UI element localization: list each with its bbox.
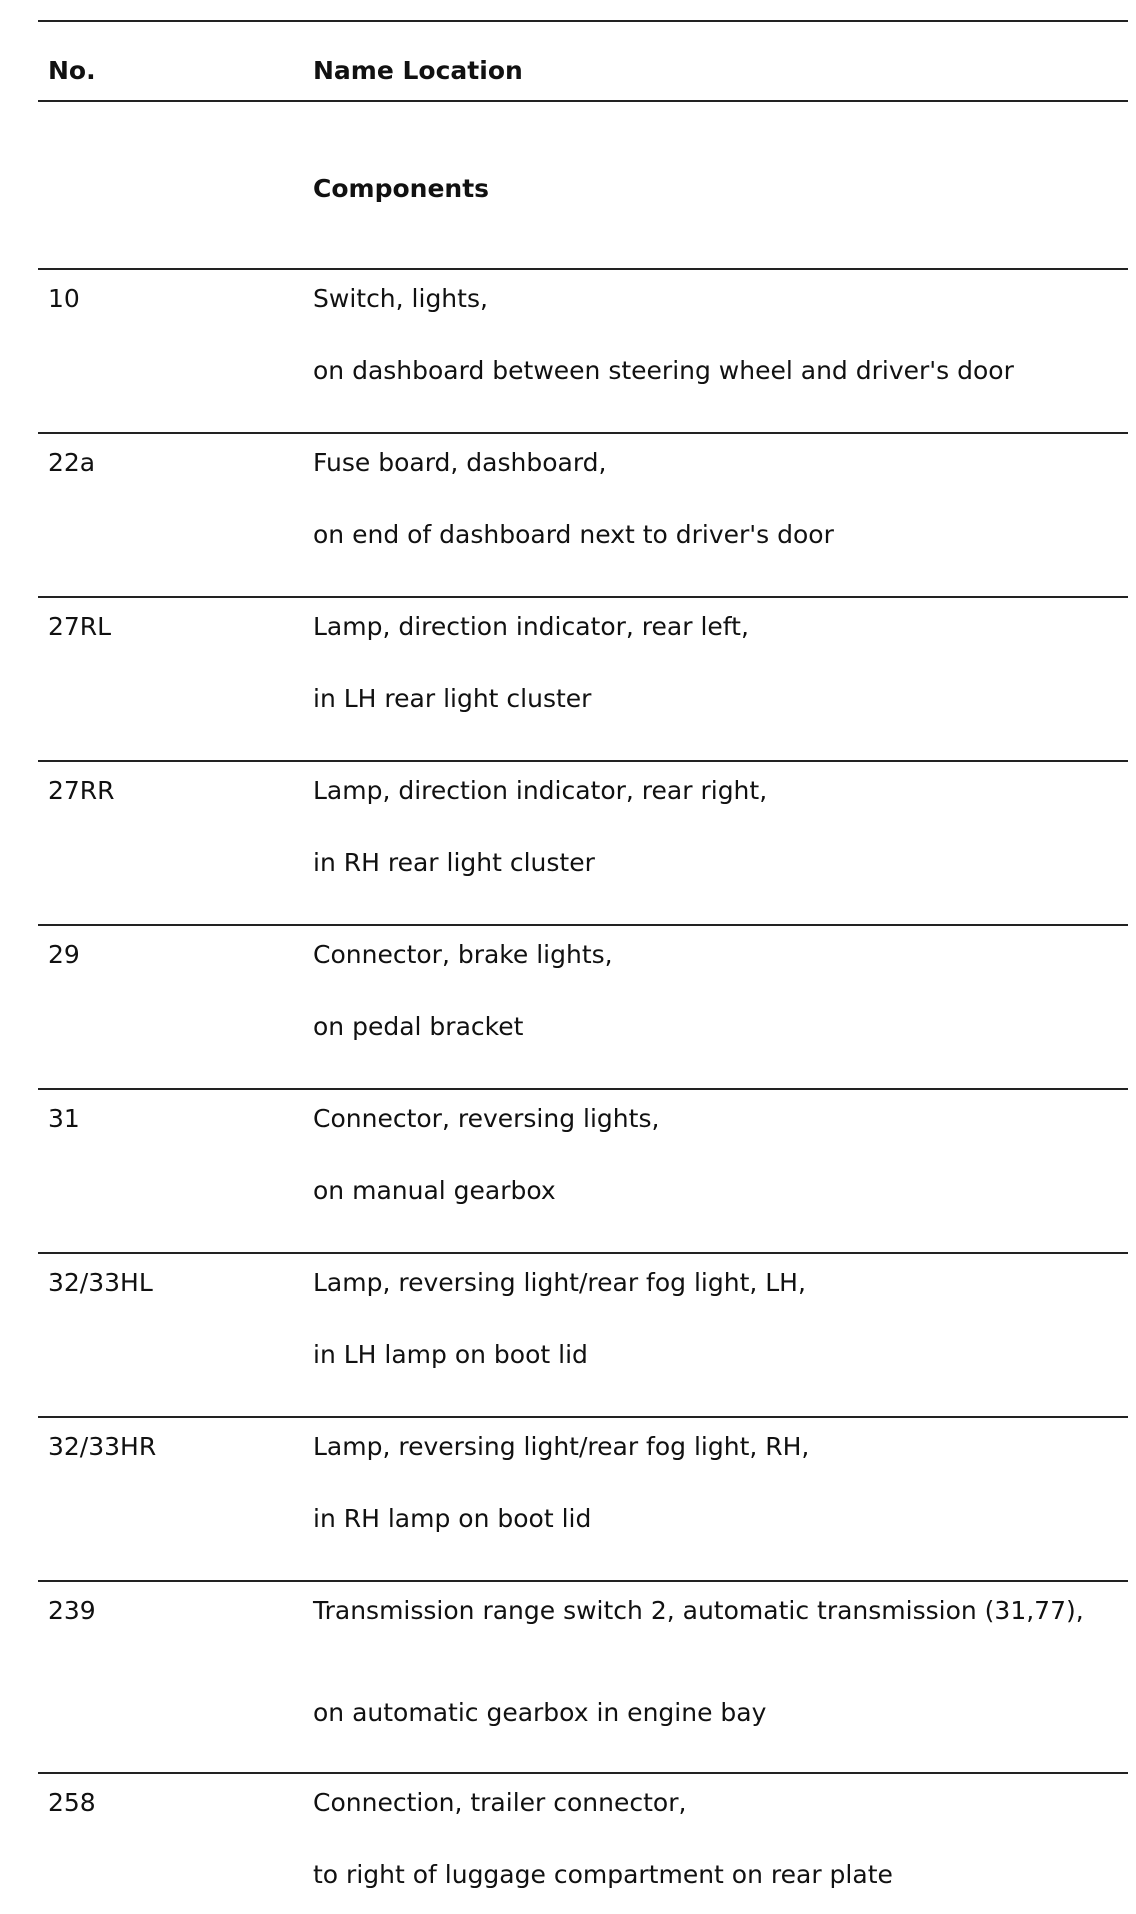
component-name: Connector, reversing lights,: [313, 1104, 660, 1133]
component-number: 239: [48, 1596, 96, 1625]
component-location: in RH lamp on boot lid: [313, 1504, 592, 1533]
component-number: 29: [48, 940, 80, 969]
component-number: 27RL: [48, 612, 112, 641]
component-location: on pedal bracket: [313, 1012, 524, 1041]
table-row: [38, 1416, 1128, 1580]
component-name: Connector, brake lights,: [313, 940, 613, 969]
component-location: on manual gearbox: [313, 1176, 556, 1205]
component-name: Fuse board, dashboard,: [313, 448, 607, 477]
table-row: [38, 760, 1128, 924]
component-location: in RH rear light cluster: [313, 848, 595, 877]
component-location: to right of luggage compartment on rear plate: [313, 1860, 893, 1889]
component-location: in LH rear light cluster: [313, 684, 592, 713]
section-title: Components: [313, 174, 490, 203]
component-number: 31: [48, 1104, 80, 1133]
component-name: Lamp, reversing light/rear fog light, RH,: [313, 1432, 810, 1461]
table-row: [38, 1252, 1128, 1416]
component-number: 10: [48, 284, 80, 313]
component-location: on automatic gearbox in engine bay: [313, 1698, 767, 1727]
component-name: Lamp, reversing light/rear fog light, LH,: [313, 1268, 806, 1297]
table-row: [38, 1772, 1128, 1914]
component-location: on end of dashboard next to driver's door: [313, 520, 834, 549]
component-location: on dashboard between steering wheel and driver's door: [313, 356, 1014, 385]
table-row: [38, 924, 1128, 1088]
table-row: [38, 596, 1128, 760]
component-number: 32/33HL: [48, 1268, 153, 1297]
column-header-name-location: Name Location: [313, 56, 523, 85]
component-name: Lamp, direction indicator, rear right,: [313, 776, 768, 805]
table-row: [38, 1088, 1128, 1252]
table-row: [38, 268, 1128, 432]
component-number: 27RR: [48, 776, 115, 805]
column-header-no: No.: [48, 56, 96, 85]
component-name: Lamp, direction indicator, rear left,: [313, 612, 749, 641]
component-name: Transmission range switch 2, automatic transmission (31,77),: [313, 1596, 1084, 1625]
component-number: 22a: [48, 448, 96, 477]
component-number: 32/33HR: [48, 1432, 157, 1461]
table-row: [38, 432, 1128, 596]
component-number: 258: [48, 1788, 96, 1817]
section-components: [38, 102, 1128, 268]
table-header: [38, 22, 1128, 85]
table-row: [38, 1580, 1128, 1772]
component-name: Connection, trailer connector,: [313, 1788, 687, 1817]
component-location: in LH lamp on boot lid: [313, 1340, 588, 1369]
component-name: Switch, lights,: [313, 284, 488, 313]
components-table: [38, 0, 1128, 1914]
